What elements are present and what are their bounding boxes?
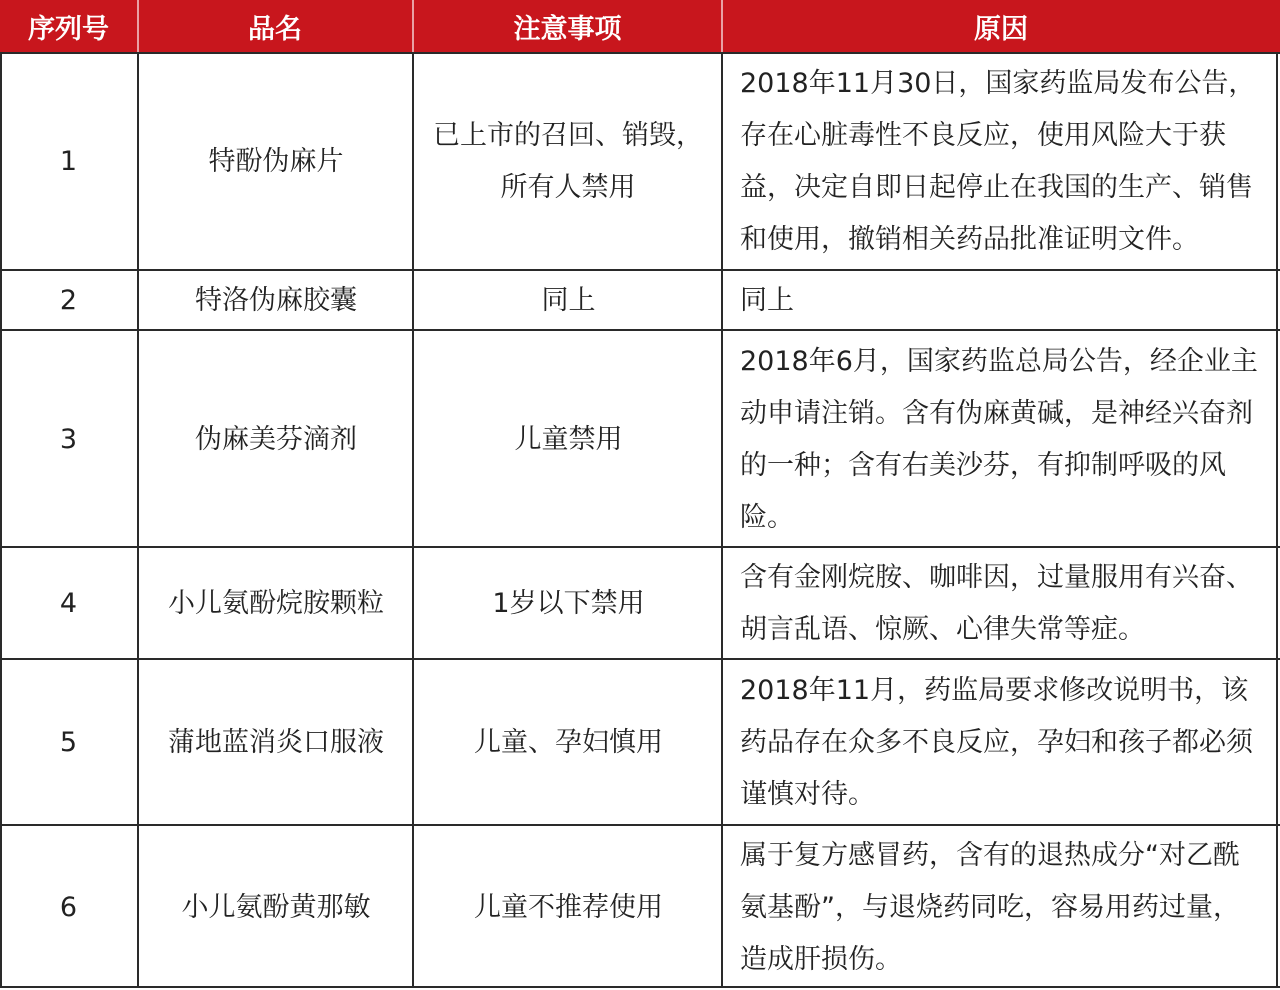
header-serial: 序列号 — [0, 0, 137, 52]
row4-name: 小儿氨酚烷胺颗粒 — [168, 588, 384, 619]
row2-name: 特洛伪麻胶囊 — [195, 285, 357, 316]
grid-line — [412, 52, 414, 988]
row2-note: 同上 — [541, 285, 596, 316]
row4-serial: 4 — [59, 588, 78, 619]
grid-line — [0, 986, 1280, 988]
row5-reason: 2018年11月，药监局要求修改说明书，该药品存在众多不良反应，孕妇和孩子都必须谨慎对待。 — [740, 675, 1253, 810]
grid-line — [0, 824, 1280, 826]
row2-reason: 同上 — [740, 285, 794, 316]
grid-line — [0, 329, 1280, 331]
header-note: 注意事项 — [413, 0, 722, 52]
row5-note: 儿童、孕妇慎用 — [474, 727, 663, 758]
row1-note: 已上市的召回、销毁，所有人禁用 — [433, 120, 703, 203]
grid-line — [0, 658, 1280, 660]
row5-serial: 5 — [59, 727, 78, 758]
row6-name: 小儿氨酚黄那敏 — [181, 891, 371, 923]
row1-reason: 2018年11月30日，国家药监局发布公告，存在心脏毒性不良反应，使用风险大于获益，决定自即日起停止在我国的生产、销售和使用，撤销相关药品批准证明文件。 — [740, 68, 1256, 255]
grid-line — [0, 52, 1280, 54]
row4-reason: 含有金刚烷胺、咖啡因，过量服用有兴奋、胡言乱语、惊厥、心律失常等症。 — [740, 562, 1253, 645]
header-reason: 原因 — [722, 0, 1280, 52]
row6-serial: 6 — [59, 891, 78, 923]
grid-line — [0, 269, 1280, 271]
row3-serial: 3 — [59, 423, 78, 455]
row6-note: 儿童不推荐使用 — [474, 891, 663, 923]
grid-line — [0, 546, 1280, 548]
row6-reason: 属于复方感冒药，含有的退热成分“对乙酰氨基酚”，与退烧药同吃，容易用药过量，造成肝损伤。 — [740, 839, 1240, 975]
row2-serial: 2 — [59, 285, 78, 316]
row3-note: 儿童禁用 — [514, 423, 623, 455]
grid-line — [721, 52, 723, 988]
grid-line — [137, 52, 139, 988]
grid-line — [1276, 52, 1278, 988]
row4-note: 1岁以下禁用 — [492, 588, 645, 619]
grid-line — [0, 52, 2, 988]
header-name: 品名 — [137, 0, 413, 52]
row3-name: 伪麻美芬滴剂 — [195, 423, 357, 455]
row1-serial: 1 — [59, 146, 78, 177]
row3-reason: 2018年6月，国家药监总局公告，经企业主动申请注销。含有伪麻黄碱，是神经兴奋剂的一种；含有右美沙芬，有抑制呼吸的风险。 — [740, 345, 1258, 533]
row1-name: 特酚伪麻片 — [208, 146, 344, 177]
row5-name: 蒲地蓝消炎口服液 — [168, 727, 384, 758]
